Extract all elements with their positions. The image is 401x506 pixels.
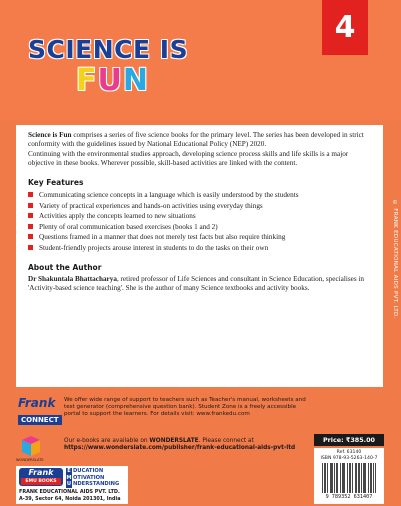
barcode-bar [330,463,331,493]
barcode-bar [358,463,359,493]
title-letter-n: N [122,63,149,98]
barcode-bar [373,463,374,493]
intro-paragraph-2: Continuing with the environmental studies approach, developing science process skills and life skills is a major objective in these books. Wherever possible, skill-based activities are linked with the content. [28,149,349,168]
barcode-icon [322,463,376,493]
barcode-bar [327,463,328,493]
frank-connect-logo-frank: Frank [18,396,56,410]
publisher-logo-emu: EMU BOOKS [21,478,61,485]
teacher-support-text: We offer wide range of support to teachers such as Teacher's manual, worksheets and test generator (comprehensive question bank). Student Zone is a freely accessible portal to support the learners. For details visit: www.frankedu.com [64,397,306,418]
barcode-bar [371,463,372,493]
key-feature-text: Activities apply the concepts learned to new situations [39,212,196,221]
wonderslate-url-link[interactable]: https://www.wonderslate.com/publisher/frank-educational-aids-pvt-ltd [64,445,296,452]
copyright-side-text: © FRANK EDUCATIONAL AIDS PVT. LTD. [392,200,398,319]
description-panel [16,125,383,387]
barcode-box [314,448,384,504]
barcode-digits: 9 789352 631407 [325,494,373,500]
title-letter-u: U [97,63,123,98]
barcode-bar [336,463,337,493]
barcode-bar [356,463,357,493]
emu-line [66,481,119,488]
square-bullet-icon [28,224,33,229]
barcode-bar [359,463,360,493]
publisher-box [16,466,128,504]
barcode-bar [350,463,351,493]
barcode-bar [363,463,364,493]
about-author-text [28,275,371,294]
ebook-line-suffix: . Please connect at [198,438,254,444]
square-bullet-icon [28,192,33,197]
ebook-line-prefix: Our e-books are available on [64,438,150,444]
wonderslate-logo-icon [20,436,42,458]
ebook-line-brand: WONDERSLATE [149,438,199,444]
isbn-number: ISBN 978-93-5263-140-7 [320,456,378,461]
about-author-heading: About the Author [28,262,102,272]
key-feature-text: Questions framed in a manner that does not merely test facts but also require thinking [39,233,286,242]
grade-badge: 4 [322,0,368,55]
barcode-bar [324,463,325,493]
barcode-bar [344,463,345,493]
key-feature-text: Communicating science concepts in a language which is easily understood by the students [39,191,299,200]
publisher-logo [19,468,63,486]
emu-letter: E [67,468,71,474]
price-label: Price: ₹385.00 [314,434,384,446]
key-feature-item [28,190,371,201]
key-feature-text: Plenty of oral communication based exercises (books 1 and 2) [39,222,218,231]
barcode-bar [343,463,344,493]
key-feature-text: Variety of practical experiences and hands-on activities using everyday things [39,201,263,210]
frank-connect-logo-connect: CONNECT [18,415,62,425]
barcode-bar [334,463,335,493]
key-feature-item [28,222,371,233]
square-bullet-icon [28,203,33,208]
reference-number: Ref. 63140 [336,450,362,455]
emu-word: OTIVATION [73,474,105,481]
key-feature-item [28,211,371,222]
key-feature-text: Student-friendly projects arouse interest in students to do the tasks on their own [39,244,269,252]
square-bullet-icon [28,234,33,239]
frank-connect-logo [18,397,60,429]
emu-word: DUCATION [73,468,104,474]
barcode-bar [325,463,326,493]
emu-letter: U [66,481,72,487]
key-feature-item [28,232,371,243]
barcode-bar [337,463,338,493]
square-bullet-icon [28,245,33,250]
author-bio: , retired professor of Life Sciences and consultant in Science Education, specialises in 'Activity-based science teaching'. She is the author of many Science textbooks and activity books. [28,275,365,293]
emu-word: NDERSTANDING [73,481,120,487]
barcode-bar [368,463,369,493]
emu-tagline [66,468,119,488]
intro-text [28,131,371,169]
barcode-bar [370,463,371,493]
publisher-logo-frank: Frank [28,468,54,477]
barcode-bar [364,463,365,493]
key-feature-item [28,201,371,212]
ebook-availability-text [64,438,334,453]
emu-letter: M [66,474,72,481]
barcode-bar [365,463,366,493]
intro-paragraph-1 [28,131,371,150]
book-title-fun [76,63,149,98]
barcode-bar [347,463,348,493]
barcode-bar [340,463,341,493]
barcode-bar [322,463,323,493]
square-bullet-icon [28,213,33,218]
barcode-bar [342,463,343,493]
publisher-address: A-39, Sector 64, Noida 201301, India [19,496,121,502]
barcode-bar [331,463,332,493]
publisher-name: FRANK EDUCATIONAL AIDS PVT. LTD. [19,489,120,495]
barcode-bar [375,463,376,493]
key-feature-item [28,243,371,254]
wonderslate-label: WONDERSLATE [16,458,44,462]
barcode-bar [352,463,353,493]
intro-para1-text: comprises a series of five science books for the primary level. The series has been developed in strict conformity with the guidelines issued by National Educational Policy (NEP) 2020. [28,131,364,149]
barcode-bar [355,463,356,493]
author-name: Dr Shakuntala Bhattacharya [28,275,117,283]
series-name: Science is Fun [28,131,72,139]
key-features-list [28,190,371,254]
barcode-bar [332,463,333,493]
title-letter-f: F [76,63,98,98]
barcode-bar [349,463,350,493]
book-title-line1: SCIENCE IS [28,35,189,64]
barcode-bar [361,463,362,493]
key-features-heading: Key Features [28,177,84,187]
